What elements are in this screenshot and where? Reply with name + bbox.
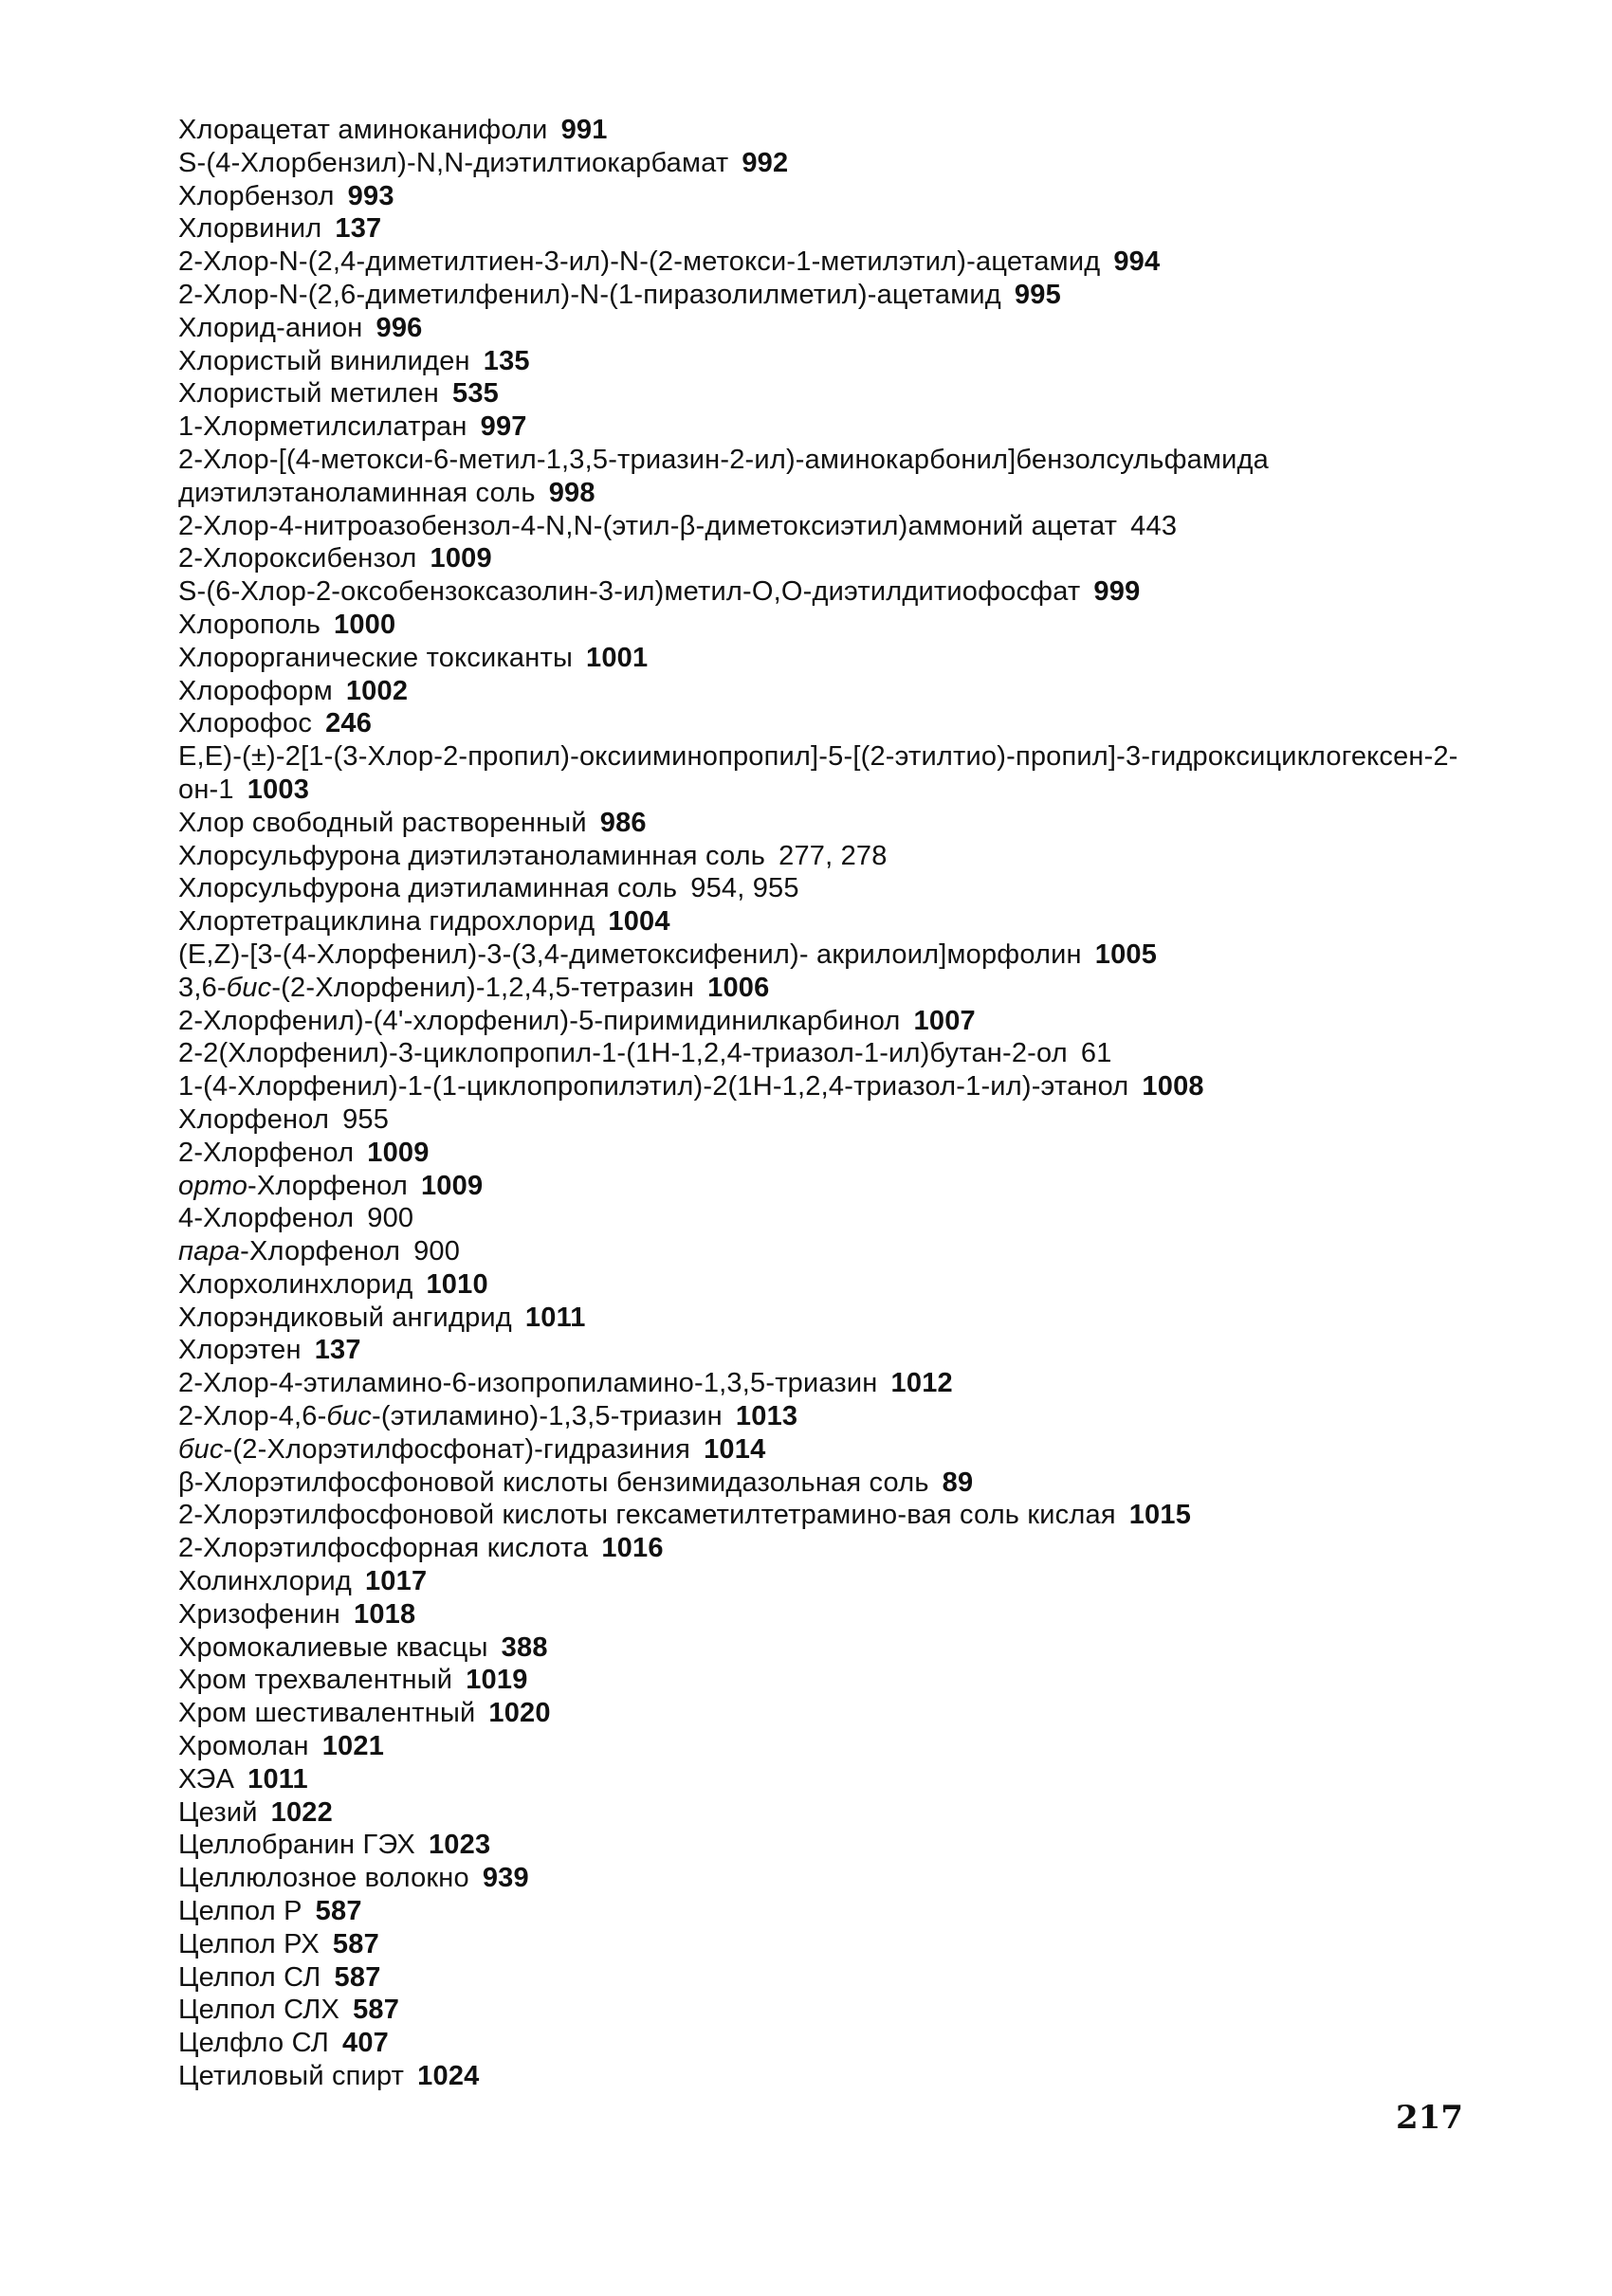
index-entry-page-ref: 246 — [325, 708, 373, 739]
index-entry-term-text: Цезий — [178, 1796, 258, 1828]
index-entry-page-ref: 900 — [413, 1236, 461, 1267]
index-entry — [178, 2027, 1487, 2060]
index-entry-page-ref: 1017 — [364, 1566, 428, 1597]
index-entry-term — [178, 1797, 258, 1828]
index-entry-page-ref: 1021 — [321, 1731, 385, 1762]
index-entry-page-ref: 587 — [353, 1995, 400, 2026]
index-entry-term — [178, 1171, 408, 1201]
index-entry-page-ref: 991 — [560, 115, 608, 145]
index-entry-page-ref: 1024 — [417, 2061, 480, 2092]
index-entry-term — [178, 1830, 415, 1860]
index-entry-term-text: 1-(4-Хлорфенил)-1-(1-циклопропилэтил)-2(1Н-1,2,4-триазол-1-ил)-этанол — [178, 1071, 1129, 1102]
index-entry-term-text: 2-Хлор-[(4-метокси-6-метил-1,3,5-триазин-2-ил)-аминокарбонил]бензолсульфамида диэтилэтаноламинная соль — [178, 444, 1269, 508]
index-entry-term-text: S-(4-Хлорбензил)-N,N-диэтилтиокарбамат — [178, 147, 729, 178]
index-entry-term-text: β-Хлорэтилфосфоновой кислоты бензимидазольная соль — [178, 1467, 929, 1498]
index-entry-term-text: Целпол СЛХ — [178, 1995, 340, 2026]
index-entry-term-italic: бис — [326, 1401, 373, 1432]
index-entry-term-text: -Хлорфенол — [247, 1170, 408, 1201]
index-entry-page-ref: 1022 — [270, 1796, 333, 1828]
index-entry-term-text: Хлорсульфурона диэтиламинная соль — [178, 873, 678, 904]
index-entry-term-text: 2-Хлор-N-(2,6-диметилфенил)-N-(1-пиразолилметил)-ацетамид — [178, 279, 1001, 310]
index-entry-term — [178, 1038, 1068, 1068]
index-entry — [178, 1961, 1487, 1995]
index-entry-page-ref: 535 — [451, 378, 499, 410]
index-entry — [178, 872, 1487, 905]
index-entry — [178, 1730, 1487, 1763]
index-entry — [178, 1070, 1487, 1103]
index-entry-term — [178, 115, 548, 145]
index-entry-page-ref: 1019 — [466, 1665, 528, 1696]
index-entry-term-text: Хромокалиевые квасцы — [178, 1631, 488, 1663]
index-entry — [178, 575, 1487, 609]
index-entry-page-ref: 997 — [480, 411, 527, 443]
index-entry-term-text: Хлорхолинхлорид — [178, 1268, 413, 1300]
index-entry-term — [178, 708, 312, 738]
index-entry-term-text: 4-Хлорфенол — [178, 1203, 355, 1234]
index-entry-term — [178, 1368, 878, 1398]
index-entry-page-ref: 137 — [335, 213, 382, 245]
index-entry-page-ref: 1008 — [1142, 1071, 1204, 1102]
index-entry-page-ref: 89 — [942, 1467, 974, 1498]
index-entry-page-ref: 587 — [315, 1896, 362, 1927]
index-entry — [178, 1829, 1487, 1862]
index-entry — [178, 1796, 1487, 1830]
index-entry-term-italic: орто — [178, 1170, 248, 1201]
index-entry-page-ref: 954, 955 — [690, 873, 799, 904]
index-entry-term — [178, 148, 728, 178]
index-entry — [178, 1664, 1487, 1697]
index-entry-term — [178, 1138, 354, 1168]
index-entry-term — [178, 1962, 321, 1993]
index-entry-term-text: Хлортетрациклина гидрохлорид — [178, 906, 595, 938]
index-entry-page-ref: 1016 — [601, 1533, 664, 1564]
index-entry-page-ref: 1005 — [1094, 938, 1158, 970]
index-entry-term — [178, 576, 1080, 607]
subject-index-list — [178, 114, 1487, 2093]
index-entry — [178, 1697, 1487, 1730]
index-entry-term-text: 2-Хлор-N-(2,4-диметилтиен-3-ил)-N-(2-метокси-1-метилэтил)-ацетамид — [178, 246, 1101, 278]
index-entry-term — [178, 346, 470, 376]
index-entry-term-text: S-(6-Хлор-2-оксобензоксазолин-3-ил)метил-О,О-диэтилдитиофосфат — [178, 576, 1081, 608]
index-entry-term — [178, 1303, 512, 1333]
index-entry — [178, 642, 1487, 675]
index-entry-term-text: Хлорэтен — [178, 1335, 302, 1366]
index-entry-term — [178, 1566, 352, 1596]
index-entry-term-text: Хром шестивалентный — [178, 1698, 476, 1729]
index-entry-page-ref: 995 — [1014, 279, 1061, 310]
index-entry-term — [178, 1335, 302, 1365]
index-entry-term-text: 2-Хлороксибензол — [178, 543, 417, 574]
index-entry-term — [178, 543, 416, 574]
index-entry-page-ref: 986 — [599, 807, 647, 838]
index-entry — [178, 114, 1487, 147]
index-entry — [178, 510, 1487, 543]
index-entry — [178, 840, 1487, 873]
index-entry-page-ref: 388 — [501, 1631, 548, 1663]
index-entry-page-ref: 939 — [482, 1863, 529, 1894]
index-entry-term — [178, 1995, 339, 2025]
index-entry-term — [178, 1698, 475, 1728]
index-entry-term-text: 2-Хлор-4-нитроазобензол-4-N,N-(этил-β-диметоксиэтил)аммоний ацетат — [178, 510, 1118, 541]
index-entry — [178, 707, 1487, 740]
index-entry-term — [178, 378, 439, 409]
index-entry — [178, 1037, 1487, 1070]
index-entry-term — [178, 213, 321, 244]
index-entry-term-text: Хлорфенол — [178, 1103, 330, 1135]
index-entry — [178, 1763, 1487, 1796]
index-entry-page-ref: 443 — [1130, 510, 1178, 541]
index-entry — [178, 1467, 1487, 1500]
index-entry-term-text: Хлорсульфурона диэтилэтаноламинная соль — [178, 840, 766, 871]
index-entry-term — [178, 741, 1458, 805]
index-entry-page-ref: 1010 — [426, 1268, 488, 1300]
index-entry — [178, 1631, 1487, 1665]
index-entry — [178, 1170, 1487, 1203]
index-entry-page-ref: 993 — [347, 180, 394, 211]
index-entry-term — [178, 1764, 234, 1795]
index-entry-page-ref: 1014 — [704, 1433, 766, 1465]
index-entry — [178, 1895, 1487, 1928]
index-entry — [178, 938, 1487, 972]
index-entry-term-text: Целлобранин ГЭХ — [178, 1830, 415, 1861]
index-entry-term — [178, 445, 1269, 508]
index-entry — [178, 410, 1487, 444]
index-entry — [178, 444, 1487, 510]
index-entry-term-text: 2-Хлорфенил)-(4'-хлорфенил)-5-пиримидинилкарбинол — [178, 1005, 901, 1036]
index-entry-page-ref: 999 — [1093, 576, 1141, 608]
page-number: 217 — [1396, 2099, 1463, 2137]
index-entry-term-text: Хлор свободный растворенный — [178, 807, 587, 838]
index-entry-term — [178, 808, 587, 838]
index-entry-term-text: Целфло СЛ — [178, 2028, 330, 2059]
index-entry-term-text: Хлорбензол — [178, 180, 335, 211]
index-entry-term-text: Хлористый метилен — [178, 378, 439, 410]
index-entry-page-ref: 998 — [548, 477, 595, 508]
index-entry-term — [178, 610, 321, 640]
index-entry-term — [178, 1896, 302, 1926]
index-entry-term-text: -(этиламино)-1,3,5-триазин — [372, 1401, 723, 1432]
index-entry-term-text: -Хлорфенол — [240, 1236, 401, 1267]
index-entry-page-ref: 1013 — [735, 1401, 798, 1432]
index-entry — [178, 542, 1487, 575]
index-entry-page-ref: 1009 — [367, 1137, 430, 1168]
index-entry-term-text: 3,6- — [178, 972, 227, 1003]
index-entry-term-text: 2-Хлорэтилфосфоновой кислоты гексаметилтетрамино-вая соль кислая — [178, 1500, 1116, 1531]
index-entry — [178, 2060, 1487, 2093]
index-entry-page-ref: 1007 — [913, 1005, 976, 1036]
index-entry-page-ref: 900 — [367, 1203, 414, 1234]
index-entry-term-text: E,E)-(±)-2[1-(3-Хлор-2-пропил)-оксииминопропил]-5-[(2-этилтио)-пропил]-3-гидроксициклогексен-2-он-1 — [178, 741, 1458, 805]
index-entry — [178, 377, 1487, 410]
index-entry-term-text: Хлорвинил — [178, 213, 322, 245]
index-entry — [178, 1137, 1487, 1170]
index-entry-page-ref: 587 — [332, 1928, 379, 1959]
index-entry-term — [178, 1269, 412, 1300]
index-entry-term-text: 2-Хлорэтилфосфорная кислота — [178, 1533, 589, 1564]
index-entry — [178, 905, 1487, 938]
index-entry — [178, 1433, 1487, 1467]
index-entry-term — [178, 1533, 588, 1563]
index-entry — [178, 180, 1487, 213]
index-entry-term — [178, 511, 1117, 541]
index-entry-term — [178, 1665, 452, 1695]
index-entry-page-ref: 277, 278 — [779, 840, 888, 871]
index-entry — [178, 1532, 1487, 1565]
index-entry-term-text: Хлорацетат аминоканифоли — [178, 115, 548, 145]
index-entry-term — [178, 1863, 469, 1893]
index-entry-page-ref: 1002 — [345, 675, 409, 706]
index-entry — [178, 1367, 1487, 1400]
index-entry-page-ref: 992 — [742, 147, 789, 178]
index-entry — [178, 279, 1487, 312]
index-entry-term-text: Целпол СЛ — [178, 1961, 321, 1993]
index-entry-term-italic: бис — [178, 1433, 224, 1465]
index-entry-term — [178, 1599, 340, 1630]
index-entry — [178, 312, 1487, 345]
index-entry — [178, 212, 1487, 246]
index-entry-page-ref: 1009 — [430, 543, 492, 574]
index-entry — [178, 972, 1487, 1005]
index-entry-term — [178, 841, 765, 871]
index-entry — [178, 1499, 1487, 1532]
index-entry-page-ref: 994 — [1113, 246, 1161, 278]
index-entry — [178, 147, 1487, 180]
index-entry-term — [178, 1731, 309, 1761]
index-entry-term-text: Хлорорганические токсиканты — [178, 642, 573, 673]
index-entry — [178, 1268, 1487, 1302]
index-entry-term — [178, 643, 573, 673]
index-entry-page-ref: 996 — [376, 312, 423, 343]
index-entry-term — [178, 246, 1100, 277]
index-entry-term — [178, 1236, 400, 1266]
index-entry-term-italic: бис — [226, 972, 272, 1003]
index-entry-term — [178, 939, 1082, 970]
index-entry-term — [178, 1006, 901, 1036]
index-entry — [178, 1302, 1487, 1335]
index-entry-term — [178, 280, 1001, 310]
index-entry-term-text: Цетиловый спирт — [178, 2061, 405, 2092]
index-entry-term — [178, 1104, 329, 1135]
index-entry-term — [178, 1434, 690, 1465]
index-entry-term — [178, 1203, 354, 1233]
index-entry-term-italic: пара — [178, 1236, 241, 1267]
index-entry-term — [178, 1071, 1128, 1102]
index-entry-page-ref: 1018 — [354, 1598, 416, 1630]
index-entry-term-text: Целпол Р — [178, 1896, 302, 1927]
index-entry-page-ref: 1003 — [247, 774, 310, 805]
index-entry-page-ref: 135 — [483, 345, 530, 376]
index-entry-term-text: Хлористый винилиден — [178, 345, 470, 376]
index-entry-page-ref: 1011 — [247, 1763, 308, 1795]
index-entry-term — [178, 313, 363, 343]
index-entry-term — [178, 1467, 929, 1498]
index-entry-page-ref: 137 — [314, 1335, 361, 1366]
index-entry-term-text: 2-Хлорфенол — [178, 1137, 355, 1168]
index-entry-page-ref: 1004 — [608, 906, 670, 938]
index-entry — [178, 1005, 1487, 1038]
index-entry — [178, 609, 1487, 642]
index-entry — [178, 1928, 1487, 1961]
index-entry — [178, 1598, 1487, 1631]
index-entry-term-text: Хлороформ — [178, 675, 333, 706]
index-entry-term-text: 2-2(Хлорфенил)-3-циклопропил-1-(1Н-1,2,4-триазол-1-ил)бутан-2-ол — [178, 1038, 1068, 1069]
index-entry — [178, 1400, 1487, 1433]
index-entry-page-ref: 587 — [334, 1961, 381, 1993]
index-entry-term — [178, 2028, 329, 2058]
index-entry-page-ref: 1001 — [586, 642, 649, 673]
index-entry-term — [178, 1500, 1116, 1530]
index-entry-term — [178, 2061, 404, 2091]
index-entry-page-ref: 1000 — [334, 609, 396, 640]
index-entry — [178, 1334, 1487, 1367]
index-entry-term-text: Хлорополь — [178, 609, 321, 640]
index-entry-page-ref: 1015 — [1128, 1500, 1192, 1531]
index-entry-term-text: 2-Хлор-4,6- — [178, 1401, 327, 1432]
index-entry-page-ref: 1009 — [420, 1170, 484, 1201]
index-entry-term-text: -(2-Хлорэтилфосфонат)-гидразиния — [223, 1433, 691, 1465]
index-entry-term-text: Холинхлорид — [178, 1566, 352, 1597]
index-entry-term — [178, 411, 467, 442]
index-entry-term — [178, 1401, 723, 1431]
index-entry-term-text: ХЭА — [178, 1763, 235, 1795]
index-entry-term-text: Целпол РХ — [178, 1928, 320, 1959]
index-entry-term-text: Хлорофос — [178, 708, 313, 739]
index-entry-term — [178, 676, 333, 706]
index-entry — [178, 675, 1487, 708]
index-entry-term-text: Хлорэндиковый ангидрид — [178, 1302, 512, 1333]
index-entry-term-text: (E,Z)-[3-(4-Хлорфенил)-3-(3,4-диметоксифенил)- акрилоил]морфолин — [178, 938, 1082, 970]
index-entry — [178, 246, 1487, 279]
index-entry-term — [178, 973, 694, 1003]
index-entry-term-text: 2-Хлор-4-этиламино-6-изопропиламино-1,3,5-триазин — [178, 1368, 878, 1399]
index-entry-term-text: Хром трехвалентный — [178, 1665, 453, 1696]
index-entry — [178, 740, 1487, 807]
index-entry-term — [178, 906, 595, 937]
index-entry-term-text: Хризофенин — [178, 1598, 340, 1630]
index-entry — [178, 345, 1487, 378]
index-entry — [178, 1565, 1487, 1598]
index-entry — [178, 1202, 1487, 1235]
index-entry-term — [178, 1929, 320, 1959]
index-entry-term-text: Целлюлозное волокно — [178, 1863, 469, 1894]
index-entry-term-text: Хромолан — [178, 1731, 309, 1762]
index-entry-term-text: 1-Хлорметилсилатран — [178, 411, 467, 443]
index-entry — [178, 1103, 1487, 1137]
index-entry-term — [178, 1632, 488, 1663]
index-entry-page-ref: 1023 — [428, 1830, 491, 1861]
index-entry-term-text: Хлорид-анион — [178, 312, 363, 343]
index-entry-page-ref: 955 — [342, 1103, 390, 1135]
index-entry-page-ref: 407 — [342, 2028, 390, 2059]
index-entry-term-text: -(2-Хлорфенил)-1,2,4,5-тетразин — [271, 972, 695, 1003]
index-entry-page-ref: 1011 — [524, 1302, 586, 1333]
index-entry-term — [178, 873, 677, 903]
index-entry-page-ref: 1006 — [707, 972, 770, 1003]
index-entry-term — [178, 181, 335, 211]
index-entry-page-ref: 1020 — [488, 1698, 551, 1729]
index-entry-page-ref: 1012 — [890, 1368, 953, 1399]
index-entry — [178, 1994, 1487, 2027]
index-entry — [178, 1235, 1487, 1268]
index-entry-page-ref: 61 — [1080, 1038, 1112, 1069]
index-entry — [178, 807, 1487, 840]
index-entry — [178, 1862, 1487, 1895]
